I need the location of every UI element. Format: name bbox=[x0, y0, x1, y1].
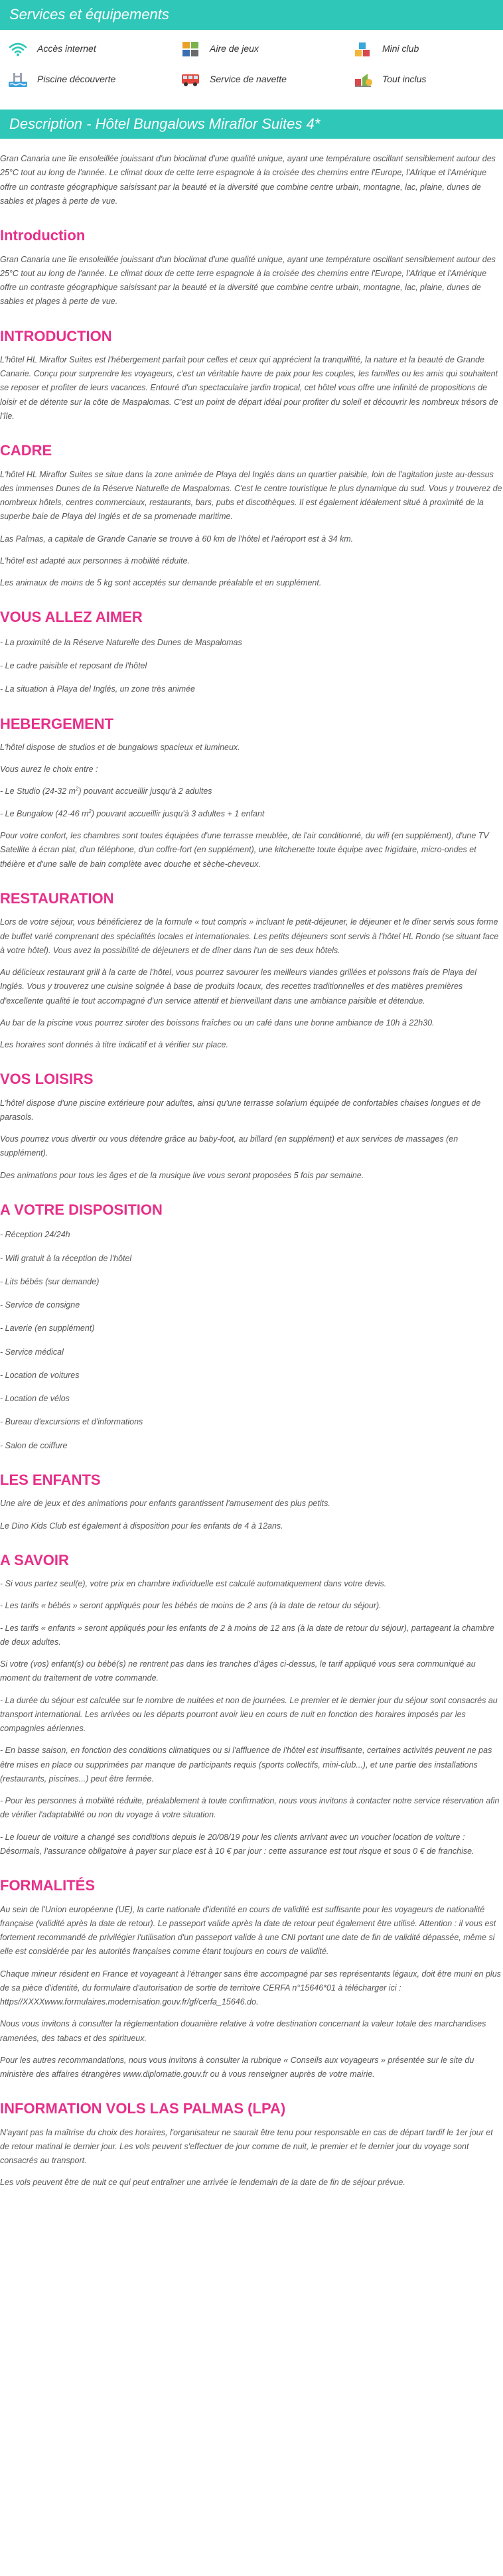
description-content bbox=[0, 152, 503, 2190]
paragraph: Pour les autres recommandations, nous vous invitons à consulter la rubrique « Conseils aux voyageurs » présentée sur le site du ministère des affaires étrangères www.diplomatie.gouv.fr ou à vous renseigner auprès de votre mairie. bbox=[0, 2055, 474, 2080]
list-item: - Le loueur de voiture a changé ses conditions depuis le 20/08/19 pour les clients arrivant avec un voucher location de voiture : Désormais, l'assurance obligatoire à payer sur place est à 10 € par jour : cette assurance est tout risque et sous 0 € de franchise. bbox=[0, 1832, 474, 1856]
list-item: Si votre (vos) enfant(s) ou bébé(s) ne rentrent pas dans les tranches d'âges ci-dessus, le tarif appliqué vous sera communiqué au moment du traitement de votre commande. bbox=[0, 1659, 476, 1683]
list-item: - En basse saison, en fonction des conditions climatiques ou si l'affluence de l'hôtel est insuffisante, certaines activités peuvent ne pas être mises en place ou supprimées par manque de participants requis (sports collectifs, mini-club...), et une partie des installations (restaurants, piscines...) peut être fermée. bbox=[0, 1746, 492, 1783]
paragraph: Vous aurez le choix entre : bbox=[0, 765, 98, 775]
list-item bbox=[0, 807, 503, 821]
service-label: Service de navette bbox=[210, 73, 287, 84]
paragraph: Au sein de l'Union européenne (UE), la carte nationale d'identité en cours de validité est suffisante pour les voyageurs de nationalité française (validité après la date de retour). Le passeport valide après la date de retour peut également être utilisé. Attention : il vous est fortement recommandé de privilégier l'utilisation d'un passeport valide à une CNI portant une date de fin de validité dépassée, même si elle est considérée par les autorités françaises comme étant toujours en cours de validité. bbox=[0, 1904, 496, 1957]
list-item: - La proximité de la Réserve Naturelle des Dunes de Maspalomas bbox=[0, 637, 242, 647]
bungalow-text-end: ) pouvant accueillir jusqu'à 3 adultes + 1 enfant bbox=[91, 808, 265, 818]
list-item bbox=[0, 785, 503, 798]
list-item: - Laverie (en supplément) bbox=[0, 1324, 95, 1333]
paragraph: Las Palmas, a capitale de Grande Canarie se trouve à 60 km de l'hôtel et l'aéroport est à 34 km. bbox=[0, 534, 354, 544]
paragraph: L'hôtel HL Miraflor Suites se situe dans la zone animée de Playa del Inglés dans un quartier paisible, loin de l'agitation juste au-dessus des immenses Dunes de la Réserve Naturelle de Maspalomas. C'est le centre touristique le plus dynamique du sud. Vous y trouverez de nombreux hôtels, centres commerciaux, restaurants, bars, pubs et discothèques. Il est également idéalement situé à proximité de la superbe baie de Playa del Inglés et de sa promenade maritime. bbox=[0, 469, 502, 522]
section-title-loisirs: VOS LOISIRS bbox=[0, 1071, 94, 1088]
service-label: Accès internet bbox=[37, 42, 96, 54]
service-item-shuttle bbox=[179, 70, 352, 90]
paragraph: Des animations pour tous les âges et de la musique live vous seront proposées 5 fois par semaine. bbox=[0, 1170, 364, 1180]
list-item: - Le cadre paisible et reposant de l'hôtel bbox=[0, 661, 147, 670]
mini-club-icon bbox=[352, 39, 374, 59]
section-title-hebergement: HEBERGEMENT bbox=[0, 715, 114, 732]
list-item: - Les tarifs « enfants » seront appliqués pour les enfants de 2 à moins de 12 ans (à la date de retour du séjour), partageant la chambre de deux adultes. bbox=[0, 1623, 494, 1647]
list-item: - Salon de coiffure bbox=[0, 1440, 68, 1450]
list-item: - Wifi gratuit à la réception de l'hôtel bbox=[0, 1253, 132, 1263]
paragraph: Au délicieux restaurant grill à la carte de l'hôtel, vous pourrez savourer les meilleurs viandes grillées et poissons frais de Playa del Inglés. Vous y trouverez une cuisine soignée à base de produits locaux, des recettes traditionnelles et des matières premières d'excellente qualité le tout accompagné d'un service attentif et bienveillant dans une ambiance paisible et détendue. bbox=[0, 968, 477, 1006]
list-item: - Service de consigne bbox=[0, 1300, 80, 1310]
aimer-list bbox=[0, 636, 503, 697]
section-title-introduction: Introduction bbox=[0, 227, 86, 244]
paragraph: Lors de votre séjour, vous bénéficierez de la formule « tout compris » incluant le petit-déjeuner, le déjeuner et le dîner servis sous forme de buffet varié comprenant des spécialités locales et internationales. Les petits déjeuners sont servis à l'hôtel HL Rondo (se situant face à votre hôtel). Vous avez la possibilité de déjeuners et de dîner dans l'un de ses deux hôtels. bbox=[0, 917, 499, 955]
paragraph: L'hôtel dispose d'une piscine extérieure pour adultes, ainsi qu'une terrasse solarium équipée de confortables chaises longues et de parasols. bbox=[0, 1098, 481, 1122]
list-item: - Location de voitures bbox=[0, 1370, 80, 1380]
paragraph: Le Dino Kids Club est également à disposition pour les enfants de 4 à 12ans. bbox=[0, 1521, 283, 1531]
list-item: - La situation à Playa del Inglés, un zone très animée bbox=[0, 684, 195, 694]
paragraph: Au bar de la piscine vous pourrez siroter des boissons fraîches ou un café dans une bonne ambiance de 10h à 22h30. bbox=[0, 1018, 435, 1027]
list-item: - Réception 24/24h bbox=[0, 1230, 70, 1240]
paragraph: Pour votre confort, les chambres sont toutes équipées d'une terrasse meublée, de l'air conditionné, du wifi (en supplément), d'une TV Satellite à écran plat, d'un téléphone, d'un coffre-fort (en supplément), une kitchenette toute équipe avec frigidaire, micro-ondes et théière et d'une salle de bain complète avec douche et sèche-cheveux. bbox=[0, 831, 489, 869]
list-item: - Lits bébés (sur demande) bbox=[0, 1276, 100, 1286]
service-item-all-inclusive bbox=[352, 70, 498, 90]
list-item: - Bureau d'excursions et d'informations bbox=[0, 1417, 143, 1427]
bungalow-text: - Le Bungalow (42-46 m bbox=[0, 808, 89, 818]
list-item: - Pour les personnes à mobilité réduite, préalablement à toute confirmation, nous vous invitons à contacter notre service réservation afin de vérifier l'adaptabilité ou non du voyage à votre situation. bbox=[0, 1796, 500, 1820]
studio-text-end: ) pouvant accueillir jusqu'à 2 adultes bbox=[78, 787, 212, 796]
section-title-enfants: LES ENFANTS bbox=[0, 1471, 101, 1488]
section-title-savoir: A SAVOIR bbox=[0, 1551, 69, 1568]
list-item: - Les tarifs « bébés » seront appliqués pour les bébés de moins de 2 ans (à la date de retour du séjour). bbox=[0, 1601, 382, 1611]
paragraph: Chaque mineur résident en France et voyageant à l'étranger sans être accompagné par ses représentants légaux, doit être muni en plus de sa pièce d'identité, du formulaire d'autorisation de sortie de territoire CERFA n°15646*01 à télécharger ici : https//XXXXwww.formulaires.modernisation.gouv.fr/gf/cerfa_15646.do. bbox=[0, 1969, 501, 2007]
paragraph: Nous vous invitons à consulter la réglementation douanière relative à votre destination concernant la valeur totale des marchandises ramenées, des tabacs et des spiritueux. bbox=[0, 2019, 486, 2043]
paragraph: N'ayant pas la maîtrise du choix des horaires, l'organisateur ne saurait être tenu pour responsable en cas de départ tardif le 1er jour et de retour matinal le dernier jour. Les vols peuvent s'effectuer de jour comme de nuit, le premier et le dernier jour du voyage sont consacrés au transport. bbox=[0, 2127, 493, 2166]
service-label: Tout inclus bbox=[382, 73, 427, 84]
studio-text: - Le Studio (24-32 m bbox=[0, 787, 76, 796]
shuttle-icon bbox=[179, 70, 202, 90]
section-title-formalites: FORMALITÉS bbox=[0, 1877, 95, 1894]
paragraph: L'hôtel est adapté aux personnes à mobilité réduite. bbox=[0, 556, 190, 566]
section-title-cadre: CADRE bbox=[0, 442, 52, 459]
services-grid bbox=[0, 30, 503, 96]
section-title-introduction-2: INTRODUCTION bbox=[0, 327, 112, 344]
service-label: Piscine découverte bbox=[37, 73, 116, 84]
section-title-info-vols: INFORMATION VOLS LAS PALMAS (LPA) bbox=[0, 2100, 286, 2117]
paragraph: Les vols peuvent être de nuit ce qui peut entraîner une arrivée le lendemain de la date de fin de séjour prévue. bbox=[0, 2178, 405, 2188]
section-title-aimer: VOUS ALLEZ AIMER bbox=[0, 609, 143, 626]
service-item-pool bbox=[7, 70, 179, 90]
paragraph: Les horaires sont donnés à titre indicatif et à vérifier sur place. bbox=[0, 1040, 228, 1050]
list-item: - Service médical bbox=[0, 1347, 64, 1357]
bungalow-sup: 2 bbox=[88, 808, 92, 814]
paragraph: Une aire de jeux et des animations pour enfants garantissent l'amusement des plus petits. bbox=[0, 1499, 330, 1509]
service-item-playground bbox=[179, 39, 352, 59]
intro-text: Gran Canaria une île ensoleillée jouissant d'un bioclimat d'une qualité unique, ayant une température oscillant sensiblement autour des 25°C tout au long de l'année. Le climat doux de cette terre espagnole à la croisée des chemins entre l'Europe, l'Afrique et l'Amérique offre un contraste géographique saisissant par la beauté et la diversité que combine centre urbain, montagne, lac, plaine, dunes de sables et plages à perte de vue. bbox=[0, 154, 496, 206]
list-item: - Location de vélos bbox=[0, 1394, 70, 1404]
paragraph: L'hôtel dispose de studios et de bungalows spacieux et lumineux. bbox=[0, 742, 240, 752]
paragraph: L'hôtel HL Miraflor Suites est l'hébergement parfait pour celles et ceux qui apprécient la tranquillité, la nature et la beauté de Grande Canarie. Conçu pour surprendre les voyageurs, c'est un véritable havre de paix pour les couples, les familles ou les amis qui souhaitent se reposer et profiter de leurs vacances. Entouré d'un spectaculaire jardin tropical, cet hôtel vous offre une infinité de propositions de loisir et de détente sur la côte de Maspalomas. C'est un point de départ idéal pour profiter du soleil et découvrir les nombreux trésors de l'île. bbox=[0, 354, 498, 421]
wifi-icon bbox=[7, 39, 29, 59]
paragraph: Gran Canaria une île ensoleillée jouissant d'un bioclimat d'une qualité unique, ayant une température oscillant sensiblement autour des 25°C tout au long de l'année. Le climat doux de cette terre espagnole à la croisée des chemins entre l'Europe, l'Afrique et l'Amérique offre un contraste géographique saisissant par la beauté et la diversité que combine centre urbain, montagne, lac, plaine, dunes de sables et plages à perte de vue. bbox=[0, 254, 496, 307]
service-item-mini-club bbox=[352, 39, 498, 59]
service-label: Mini club bbox=[382, 42, 419, 54]
services-header: Services et équipements bbox=[0, 0, 503, 30]
pool-icon bbox=[7, 70, 29, 90]
paragraph: Vous pourrez vous divertir ou vous détendre grâce au baby-foot, au billard (en supplément) et aux services de massages (en supplément). bbox=[0, 1134, 459, 1158]
description-header: Description - Hôtel Bungalows Miraflor Suites 4* bbox=[0, 110, 503, 139]
all-inclusive-icon bbox=[352, 70, 374, 90]
studio-sup: 2 bbox=[75, 786, 79, 793]
list-item: - Si vous partez seul(e), votre prix en chambre individuelle est calculé automatiquement dans votre devis. bbox=[0, 1579, 387, 1589]
paragraph: Les animaux de moins de 5 kg sont acceptés sur demande préalable et en supplément. bbox=[0, 578, 322, 588]
section-title-restauration: RESTAURATION bbox=[0, 889, 114, 907]
service-label: Aire de jeux bbox=[210, 42, 259, 54]
service-item-internet bbox=[7, 39, 179, 59]
section-title-disposition: A VOTRE DISPOSITION bbox=[0, 1201, 163, 1218]
disposition-list bbox=[0, 1228, 503, 1453]
list-item: - La durée du séjour est calculée sur le nombre de nuitées et non de journées. Le premier et le dernier jour du séjour sont consacrés au transport international. Les arrivées ou les départs pourront avoir lieu en cours de nuit en fonction des horaires imposés par les compagnies aériennes. bbox=[0, 1695, 498, 1734]
playground-icon bbox=[179, 39, 202, 59]
